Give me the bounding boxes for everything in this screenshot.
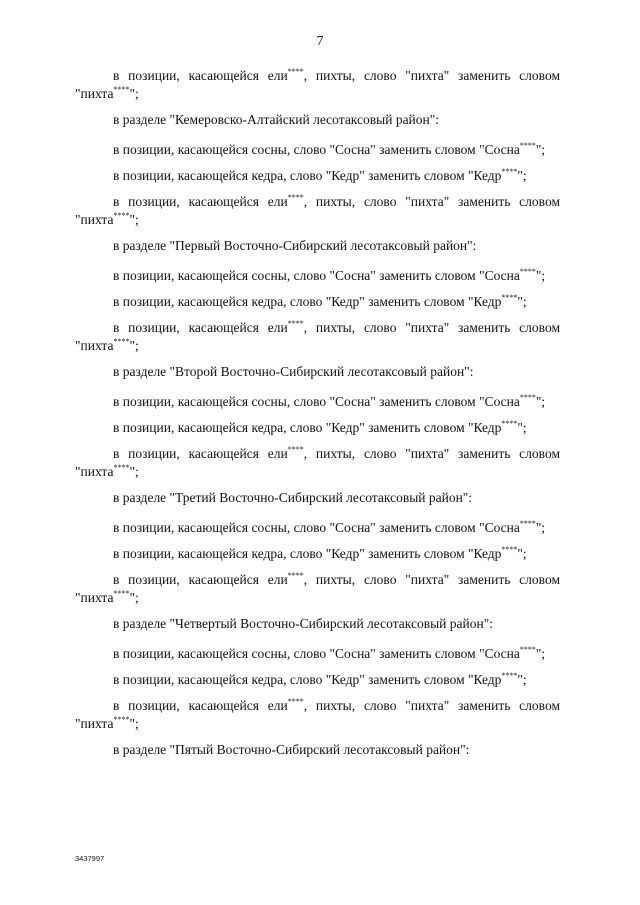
footnote-mark: **** xyxy=(287,67,304,76)
footnote-mark: **** xyxy=(113,337,130,346)
footnote-mark: **** xyxy=(113,85,130,94)
footnote-mark: **** xyxy=(519,519,536,528)
footnote-mark: **** xyxy=(113,715,130,724)
page-number: 7 xyxy=(316,34,324,49)
amendment-pine: в позиции, касающейся сосны, слово "Сосна" заменить словом "Сосна****"; xyxy=(113,519,546,535)
footnote-mark: **** xyxy=(113,463,130,472)
amendment-pine: в позиции, касающейся сосны, слово "Сосна" заменить словом "Сосна****"; xyxy=(113,141,546,157)
document-body xyxy=(75,67,560,771)
footnote-mark: **** xyxy=(519,393,536,402)
amendment-fir: в позиции, касающейся ели****, пихты, слово "пихта" заменить словом "пихта****"; xyxy=(75,697,560,731)
section-heading: в разделе "Четвертый Восточно-Сибирский лесотаксовый район": xyxy=(113,616,493,631)
footnote-mark: **** xyxy=(113,211,130,220)
section-heading: в разделе "Третий Восточно-Сибирский лесотаксовый район": xyxy=(113,490,473,505)
footnote-mark: **** xyxy=(287,319,304,328)
section-heading: в разделе "Первый Восточно-Сибирский лесотаксовый район": xyxy=(113,238,477,253)
amendment-pine: в позиции, касающейся сосны, слово "Сосна" заменить словом "Сосна****"; xyxy=(113,393,546,409)
amendment-fir: в позиции, касающейся ели****, пихты, слово "пихта" заменить словом "пихта****"; xyxy=(75,445,560,479)
amendment-fir: в позиции, касающейся ели****, пихты, слово "пихта" заменить словом "пихта****"; xyxy=(75,67,560,101)
footnote-mark: **** xyxy=(519,645,536,654)
amendment-cedar: в позиции, касающейся кедра, слово "Кедр" заменить словом "Кедр****"; xyxy=(113,671,527,687)
amendment-cedar: в позиции, касающейся кедра, слово "Кедр" заменить словом "Кедр****"; xyxy=(113,419,527,435)
footnote-mark: **** xyxy=(113,589,130,598)
amendment-cedar: в позиции, касающейся кедра, слово "Кедр" заменить словом "Кедр****"; xyxy=(113,545,527,561)
amendment-cedar: в позиции, касающейся кедра, слово "Кедр" заменить словом "Кедр****"; xyxy=(113,167,527,183)
amendment-fir: в позиции, касающейся ели****, пихты, слово "пихта" заменить словом "пихта****"; xyxy=(75,319,560,353)
footnote-mark: **** xyxy=(287,445,304,454)
section-heading: в разделе "Пятый Восточно-Сибирский лесотаксовый район": xyxy=(113,742,470,757)
document-id: 3437997 xyxy=(75,854,105,863)
footnote-mark: **** xyxy=(519,267,536,276)
footnote-mark: **** xyxy=(501,419,518,428)
section-heading: в разделе "Второй Восточно-Сибирский лесотаксовый район": xyxy=(113,364,474,379)
section-heading: в разделе "Кемеровско-Алтайский лесотаксовый район": xyxy=(113,112,440,127)
amendment-fir: в позиции, касающейся ели****, пихты, слово "пихта" заменить словом "пихта****"; xyxy=(75,571,560,605)
footnote-mark: **** xyxy=(501,545,518,554)
amendment-pine: в позиции, касающейся сосны, слово "Сосна" заменить словом "Сосна****"; xyxy=(113,267,546,283)
footnote-mark: **** xyxy=(519,141,536,150)
footnote-mark: **** xyxy=(501,293,518,302)
amendment-fir: в позиции, касающейся ели****, пихты, слово "пихта" заменить словом "пихта****"; xyxy=(75,193,560,227)
footnote-mark: **** xyxy=(501,167,518,176)
amendment-cedar: в позиции, касающейся кедра, слово "Кедр" заменить словом "Кедр****"; xyxy=(113,293,527,309)
footnote-mark: **** xyxy=(287,193,304,202)
footnote-mark: **** xyxy=(501,671,518,680)
footnote-mark: **** xyxy=(287,571,304,580)
footnote-mark: **** xyxy=(287,697,304,706)
amendment-pine: в позиции, касающейся сосны, слово "Сосна" заменить словом "Сосна****"; xyxy=(113,645,546,661)
